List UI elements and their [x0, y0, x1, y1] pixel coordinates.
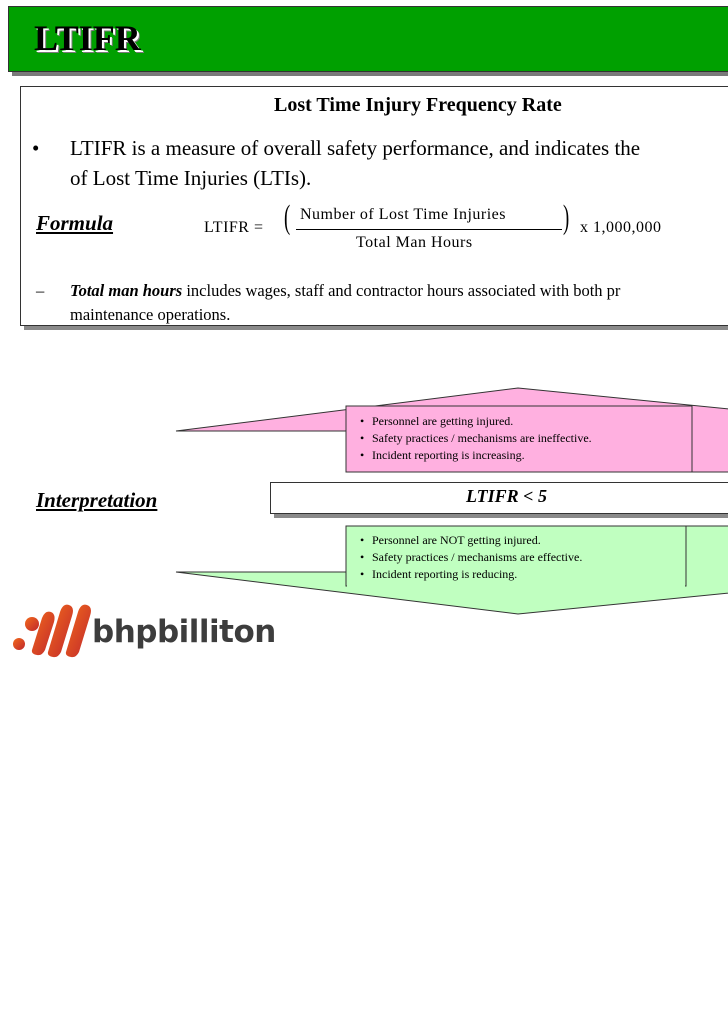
formula-denominator: Total Man Hours	[356, 234, 473, 251]
definition-line-2: of Lost Time Injuries (LTIs).	[70, 166, 312, 190]
bhp-logo-mark-icon	[12, 600, 94, 658]
down-item: • Incident reporting is reducing.	[360, 567, 518, 581]
formula-left-paren: (	[284, 199, 291, 236]
note-emphasis: Total man hours	[70, 281, 183, 300]
interpretation-label: Interpretation	[36, 488, 158, 512]
threshold-text: LTIFR < 5	[466, 486, 547, 506]
up-item: • Incident reporting is increasing.	[360, 448, 525, 462]
down-arrow-text	[360, 532, 582, 583]
page-title: LTIFR	[34, 18, 141, 58]
note-line-1-rest: includes wages, staff and contractor hours associated with both pr	[182, 281, 621, 300]
formula-right-paren: )	[563, 199, 570, 236]
bullet-marker: •	[32, 136, 40, 160]
bhp-logo-wordmark: bhpbilliton	[92, 614, 276, 650]
up-arrow-text	[360, 413, 592, 464]
formula-multiplier: x 1,000,000	[580, 219, 662, 236]
formula-label: Formula	[36, 211, 114, 235]
down-item: • Safety practices / mechanisms are effective.	[360, 550, 583, 564]
definition-heading: Lost Time Injury Frequency Rate	[274, 94, 562, 116]
formula-lhs: LTIFR =	[204, 219, 264, 236]
up-item: • Safety practices / mechanisms are ineffective.	[360, 431, 592, 445]
up-item: • Personnel are getting injured.	[360, 414, 514, 428]
definition-line-1: LTIFR is a measure of overall safety performance, and indicates the	[70, 136, 641, 160]
down-item: • Personnel are NOT getting injured.	[360, 533, 541, 547]
formula-numerator: Number of Lost Time Injuries	[300, 206, 506, 223]
note-dash: –	[36, 281, 45, 300]
note-line-2: maintenance operations.	[70, 305, 231, 324]
